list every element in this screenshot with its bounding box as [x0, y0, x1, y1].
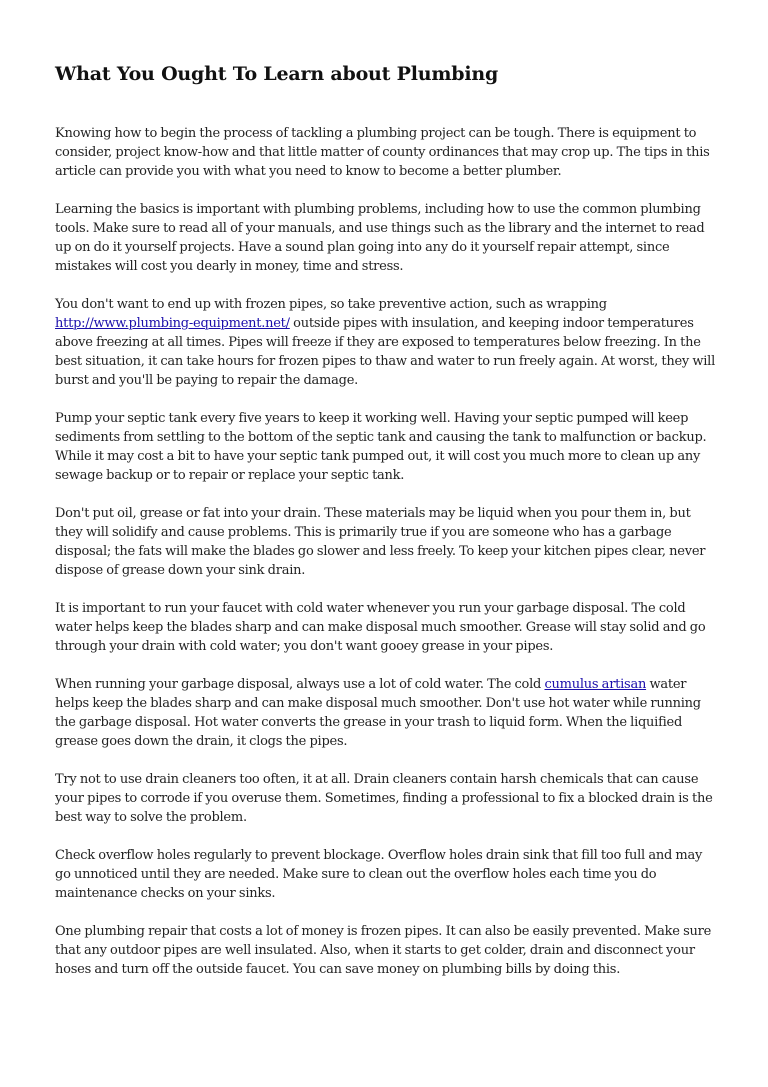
paragraph-1: Knowing how to begin the process of tackling a plumbing project can be tough. There is equipment to consider, project know-how and that little matter of county ordinances that may crop up. The tips in this article can provide you with what you need to know to become a better plumber. — [55, 126, 710, 179]
paragraph-4: Pump your septic tank every five years to keep it working well. Having your septic pumped will keep sediments from settling to the bottom of the septic tank and causing the tank to malfunction or backup. While it may cost a bit to have your septic tank pumped out, it will cost you much more to clean up any sewage backup or to repair or replace your septic tank. — [55, 411, 707, 483]
paragraph-10: One plumbing repair that costs a lot of money is frozen pipes. It can also be easily prevented. Make sure that any outdoor pipes are well insulated. Also, when it starts to get colder, drain and disconnect your hoses and turn off the outside faucet. You can save money on plumbing bills by doing this. — [55, 924, 712, 977]
paragraph-2: Learning the basics is important with plumbing problems, including how to use the common plumbing tools. Make sure to read all of your manuals, and use things such as the library and the internet to read up on do it yourself projects. Have a sound plan going into any do it yourself repair attempt, since mistakes will cost you dearly in money, time and stress. — [55, 202, 705, 274]
cumulus-artisan-link[interactable]: cumulus artisan — [544, 677, 647, 692]
paragraph-5: Don't put oil, grease or fat into your drain. These materials may be liquid when you pour them in, but they will solidify and cause problems. This is primarily true if you are someone who has a garbage disposal; the fats will make the blades go slower and less freely. To keep your kitchen pipes clear, never dispose of grease down your sink drain. — [55, 506, 706, 578]
paragraph-3 — [55, 295, 715, 390]
paragraph-7-text-before: When running your garbage disposal, always use a lot of cold water. The cold — [55, 677, 545, 692]
document-page — [55, 60, 715, 998]
page-title: What You Ought To Learn about Plumbing — [55, 63, 499, 85]
paragraph-7-text-after: water helps keep the blades sharp and can make disposal much smoother. Don't use hot water while running the garbage disposal. Hot water converts the grease in your trash to liquid form. When the liquified grease goes down the drain, it clogs the pipes. — [55, 677, 701, 749]
paragraph-7 — [55, 675, 715, 751]
paragraph-3-text-before: You don't want to end up with frozen pipes, so take preventive action, such as wrapping — [55, 297, 607, 312]
paragraph-6: It is important to run your faucet with cold water whenever you run your garbage disposal. The cold water helps keep the blades sharp and can make disposal much smoother. Grease will stay solid and go through your drain with cold water; you don't want gooey grease in your pipes. — [55, 601, 706, 654]
paragraph-8: Try not to use drain cleaners too often, it at all. Drain cleaners contain harsh chemicals that can cause your pipes to corrode if you overuse them. Sometimes, finding a professional to fix a blocked drain is the best way to solve the problem. — [55, 772, 713, 825]
plumbing-equipment-link[interactable]: http://www.plumbing-equipment.net/ — [55, 316, 290, 331]
paragraph-9: Check overflow holes regularly to prevent blockage. Overflow holes drain sink that fill too full and may go unnoticed until they are needed. Make sure to clean out the overflow holes each time you do maintenance checks on your sinks. — [55, 848, 703, 901]
paragraph-3-text-after: outside pipes with insulation, and keeping indoor temperatures above freezing at all times. Pipes will freeze if they are exposed to temperatures below freezing. In the best situation, it can take hours for frozen pipes to thaw and water to run freely again. At worst, they will burst and you'll be paying to repair the damage. — [55, 316, 715, 388]
